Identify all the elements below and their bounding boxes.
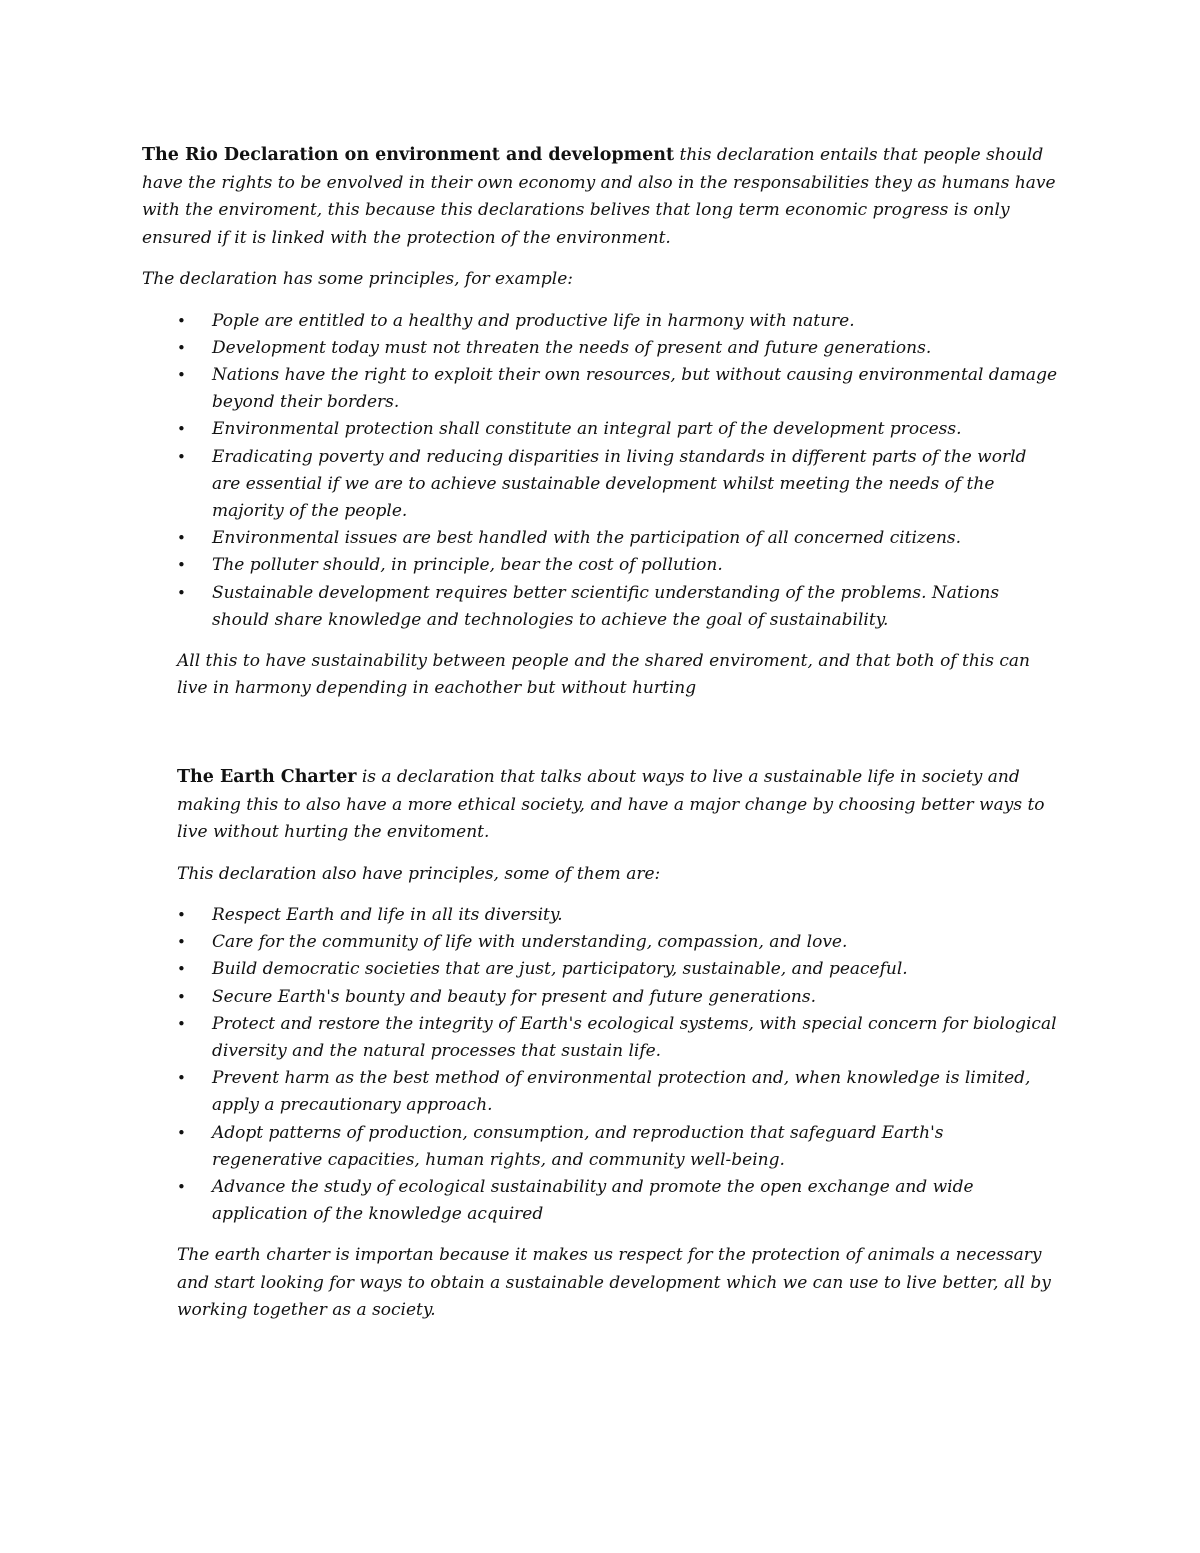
bullet-icon: • <box>177 1178 186 1197</box>
list-item: • Environmental issues are best handled with the participation of all concerned citizens. <box>177 525 1057 552</box>
list-item: • Care for the community of life with understanding, compassion, and love. <box>177 929 1057 956</box>
bullet-icon: • <box>177 420 186 439</box>
earth-title: The Earth Charter <box>177 767 357 787</box>
earth-intro-text: is a declaration that talks about ways to live a sustainable life in society and making this to also have a more ethical society, and have a major change by choosing better ways to live without hurting the envitoment. <box>177 767 1045 842</box>
list-item: • Nations have the right to exploit their own resources, but without causing environmental damage beyond their borders. <box>177 362 1057 416</box>
list-item: • Sustainable development requires better scientific understanding of the problems. Nations should share knowledge and technologies to achieve the goal of sustainability. <box>177 580 1057 634</box>
rio-intro-paragraph <box>142 142 1062 252</box>
bullet-icon: • <box>177 906 186 924</box>
rio-principles-list <box>142 308 1057 634</box>
list-item: • Build democratic societies that are just, participatory, sustainable, and peaceful. <box>177 956 1057 983</box>
bullet-icon: • <box>177 1069 186 1088</box>
earth-closing-paragraph: The earth charter is importan because it makes us respect for the protection of animals a necessary and start looking for ways to obtain a sustainable development which we can use to live better, all by working together as a society. <box>177 1245 1051 1321</box>
list-item: • Adopt patterns of production, consumption, and reproduction that safeguard Earth's regenerative capacities, human rights, and community well-being. <box>177 1120 1057 1174</box>
bullet-icon: • <box>177 529 186 548</box>
earth-intro-paragraph <box>177 764 1057 847</box>
rio-intro-text: this declaration entails that people should have the rights to be envolved in their own economy and also in the responsabilities they as humans have with the enviroment, this because this declarations belives that long term economic progress is only ensured if it is linked with the protection of the environment. <box>142 145 1056 248</box>
bullet-icon: • <box>177 960 186 979</box>
bullet-icon: • <box>177 987 186 1006</box>
bullet-icon: • <box>177 338 186 357</box>
bullet-icon: • <box>177 1014 186 1033</box>
list-item: • Development today must not threaten the needs of present and future generations. <box>177 335 1057 362</box>
list-item: • Pople are entitled to a healthy and productive life in harmony with nature. <box>177 308 1057 335</box>
list-item: • Environmental protection shall constitute an integral part of the development process. <box>177 416 1057 443</box>
bullet-icon: • <box>177 1123 186 1142</box>
list-item: • Respect Earth and life in all its diversity. <box>177 902 1057 929</box>
earth-principles-list <box>177 902 1057 1228</box>
list-item: • Protect and restore the integrity of Earth's ecological systems, with special concern for biological diversity and the natural processes that sustain life. <box>177 1011 1057 1065</box>
list-item: • Eradicating poverty and reducing disparities in living standards in different parts of the world are essential if we are to achieve sustainable development whilst meeting the needs of the majority of the people. <box>177 444 1057 526</box>
bullet-icon: • <box>177 556 186 575</box>
list-item: • Secure Earth's bounty and beauty for present and future generations. <box>177 984 1057 1011</box>
rio-title: The Rio Declaration on environment and development <box>142 145 675 165</box>
list-item: • The polluter should, in principle, bear the cost of pollution. <box>177 552 1057 579</box>
rio-lead: The declaration has some principles, for example: <box>142 269 573 289</box>
rio-closing-paragraph: All this to have sustainability between people and the shared enviroment, and that both of this can live in harmony depending in eachother but without hurting <box>177 650 1030 699</box>
rio-declaration-section <box>142 142 1062 703</box>
bullet-icon: • <box>177 365 186 384</box>
bullet-icon: • <box>177 311 186 330</box>
bullet-icon: • <box>177 583 186 602</box>
list-item: • Prevent harm as the best method of environmental protection and, when knowledge is limited, apply a precautionary approach. <box>177 1065 1057 1119</box>
bullet-icon: • <box>177 447 186 466</box>
bullet-icon: • <box>177 933 186 952</box>
earth-lead: This declaration also have principles, some of them are: <box>177 863 661 884</box>
list-item: • Advance the study of ecological sustainability and promote the open exchange and wide application of the knowledge acquired <box>177 1174 1057 1228</box>
earth-charter-section <box>177 764 1057 1325</box>
